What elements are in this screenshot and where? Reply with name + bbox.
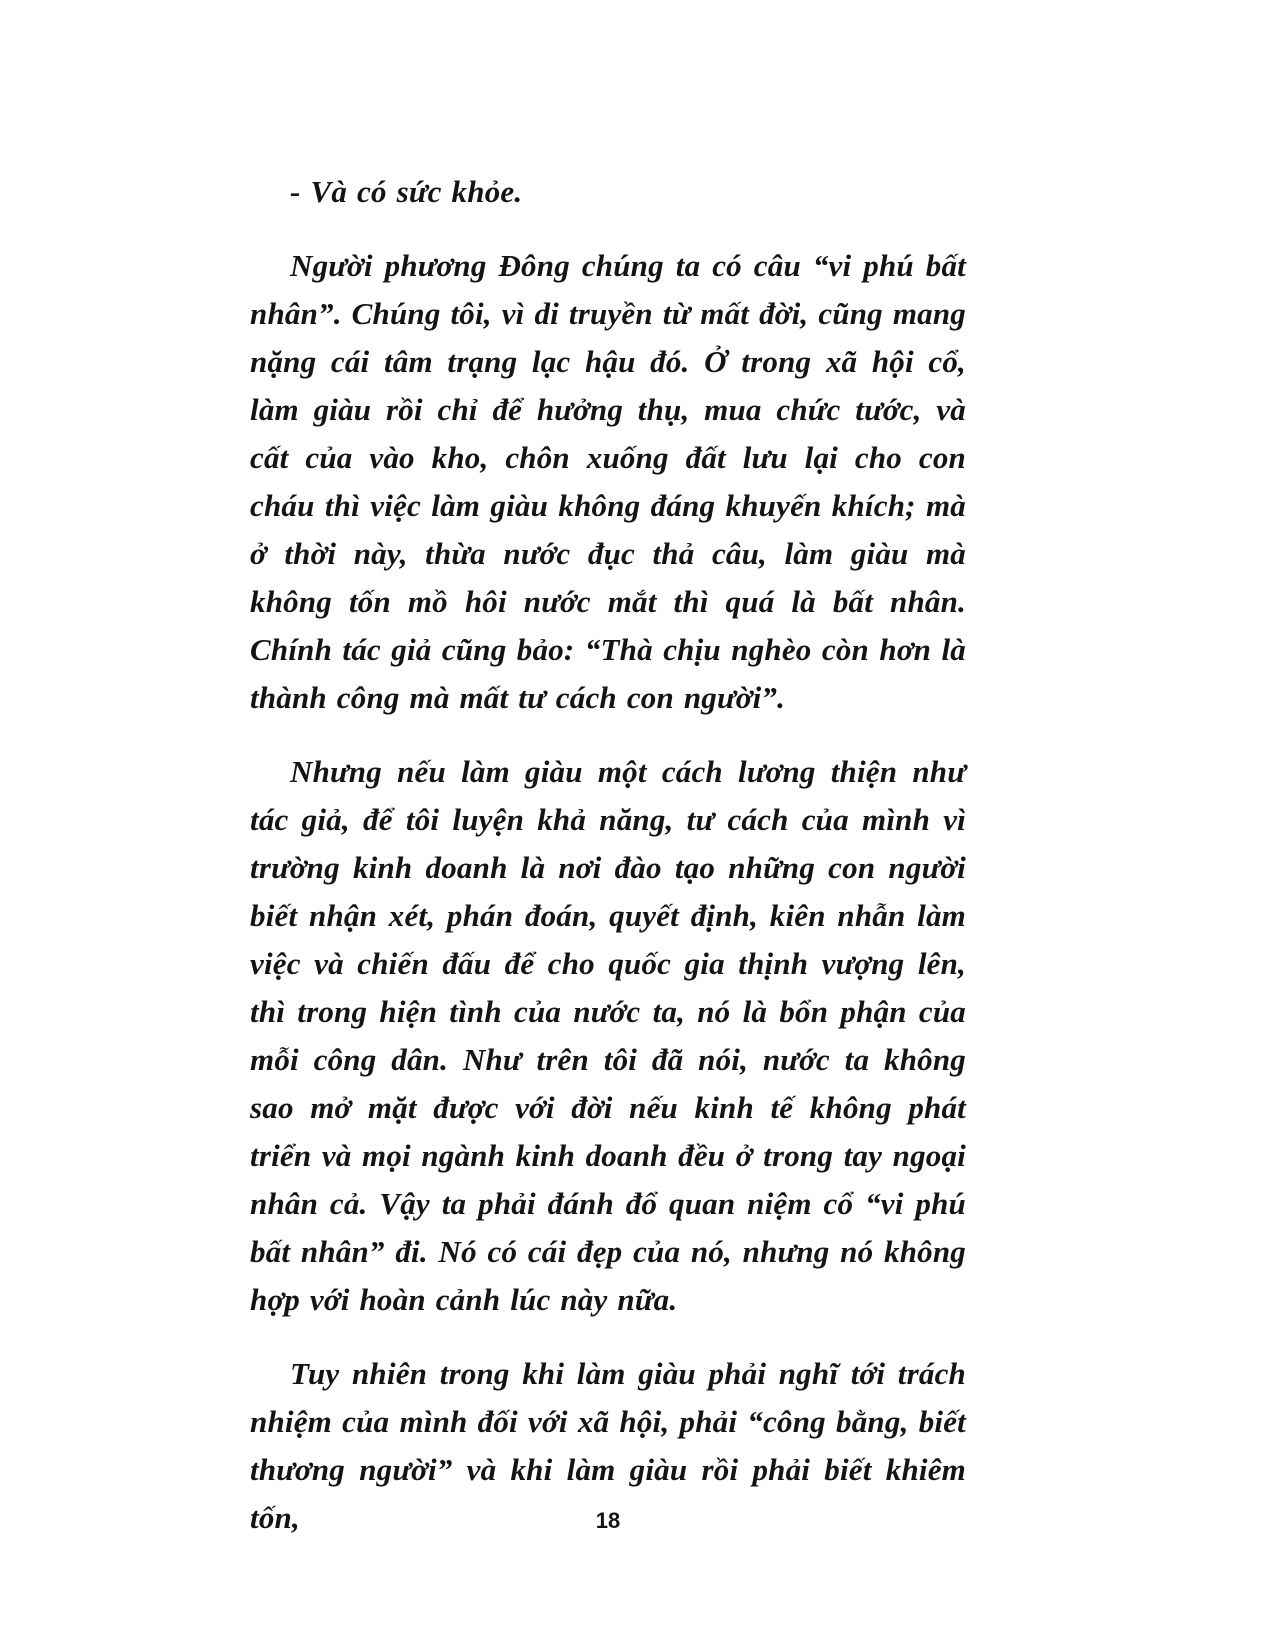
paragraph: Người phương Đông chúng ta có câu “vi phú bất nhân”. Chúng tôi, vì di truyền từ mất đời, cũng mang nặng cái tâm trạng lạc hậu đó. Ở trong xã hội cổ, làm giàu rồi chỉ để hưởng thụ, mua chức tước, và cất của vào kho, chôn xuống đất lưu lại cho con cháu thì việc làm giàu không đáng khuyến khích; mà ở thời này, thừa nước đục thả câu, làm giàu mà không tốn mồ hôi nước mắt thì quá là bất nhân. Chính tác giả cũng bảo: “Thà chịu nghèo còn hơn là thành công mà mất tư cách con người”. [250, 248, 966, 715]
paragraph-dialogue-line: - Và có sức khỏe. [290, 174, 523, 209]
paragraph: Nhưng nếu làm giàu một cách lương thiện như tác giả, để tôi luyện khả năng, tư cách của mình vì trường kinh doanh là nơi đào tạo những con người biết nhận xét, phán đoán, quyết định, kiên nhẫn làm việc và chiến đấu để cho quốc gia thịnh vượng lên, thì trong hiện tình của nước ta, nó là bổn phận của mỗi công dân. Như trên tôi đã nói, nước ta không sao mở mặt được với đời nếu kinh tế không phát triển và mọi ngành kinh doanh đều ở trong tay ngoại nhân cả. Vậy ta phải đánh đổ quan niệm cổ “vi phú bất nhân” đi. Nó có cái đẹp của nó, nhưng nó không hợp với hoàn cảnh lúc này nữa. [250, 754, 966, 1317]
page-number: 18 [595, 1508, 621, 1533]
body-text [250, 168, 966, 1568]
paragraph: Tuy nhiên trong khi làm giàu phải nghĩ tới trách nhiệm của mình đối với xã hội, phải “công bằng, biết thương người” và khi làm giàu rồi phải biết khiêm tốn, [250, 1356, 966, 1535]
